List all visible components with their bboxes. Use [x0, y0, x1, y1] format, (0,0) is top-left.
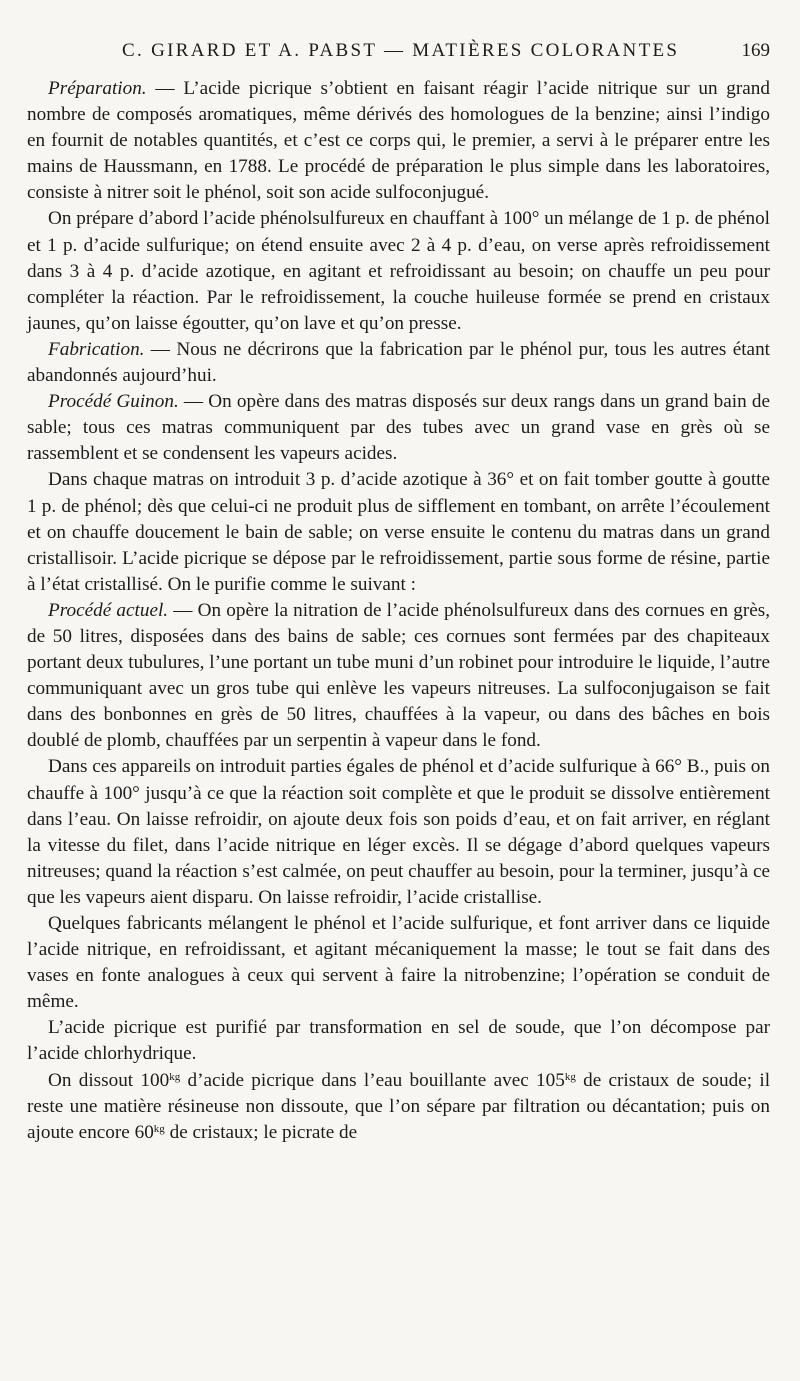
paragraph-last [27, 1068, 770, 1146]
paragraph [27, 467, 770, 597]
header-title: C. GIRARD ET A. PABST — MATIÈRES COLORANTES [122, 40, 680, 61]
paragraph-lead: Procédé actuel. [48, 599, 169, 621]
paragraph-text: Quelques fabricants mélangent le phénol et l’acide sulfurique, et font arriver dans ce liquide l’acide nitrique, en refroidissant, et agitant mécaniquement la masse; le tout se fait dans des vases en fonte analogues à ceux qui servent à faire la nitrobenzine; l’opération se conduit de même. [27, 913, 770, 1013]
paragraph-text: Dans ces appareils on introduit parties égales de phénol et d’acide sulfurique à 66° B., puis on chauffe à 100° jusqu’à ce que la réaction soit complète et que le produit se dissolve entièrement dans l’eau. On laisse refroidir, on ajoute deux fois son poids d’eau, et on fait arriver, en réglant la vitesse du filet, dans l’acide nitrique en léger excès. Il se dégage d’abord quelques vapeurs nitreuses; quand la réaction s’est calmée, on peut chauffer au besoin, pour la terminer, jusqu’à ce que les vapeurs aient disparu. On laisse refroidir, l’acide cristallise. [27, 756, 770, 908]
paragraph [27, 206, 770, 336]
paragraph-text: Dans chaque matras on introduit 3 p. d’acide azotique à 36° et on fait tomber goutte à goutte 1 p. de phénol; dès que celui-ci ne produit plus de sifflement en tombant, on arrête l’écoulement et on chauffe doucement le bain de sable; on verse ensuite le contenu du matras dans un grand cristallisoir. L’acide picrique se dépose par le refroidissement, partie sous forme de résine, partie à l’état cristallisé. On le purifie comme le suivant : [27, 469, 770, 595]
paragraph [27, 389, 770, 467]
running-header [27, 32, 770, 66]
paragraph-text: — On opère dans des matras disposés sur deux rangs dans un grand bain de sable; tous ces matras communiquent par des tubes avec un grand vase en grès où se rassemblent et se condensent les vapeurs acides. [27, 391, 770, 465]
body-text [27, 76, 770, 1146]
paragraph-text: On prépare d’abord l’acide phénolsulfureux en chauffant à 100° un mélange de 1 p. de phénol et 1 p. d’acide sulfurique; on étend ensuite avec 2 à 4 p. d’eau, on verse après refroidissement dans 3 à 4 p. d’acide azotique, en agitant et refroidissant au besoin; on chauffe un peu pour compléter la réaction. Par le refroidissement, la couche huileuse formée se prend en cristaux jaunes, qu’on laisse égoutter, qu’on lave et qu’on presse. [27, 208, 770, 334]
unit-superscript: kg [153, 1122, 165, 1135]
unit-superscript: kg [564, 1070, 576, 1083]
paragraph-text: On dissout 100 [48, 1069, 170, 1091]
paragraph [27, 337, 770, 389]
page-number: 169 [741, 40, 770, 61]
paragraph-text: L’acide picrique est purifié par transformation en sel de soude, que l’on décompose par l’acide chlorhydrique. [27, 1017, 770, 1065]
paragraph [27, 754, 770, 911]
paragraph [27, 911, 770, 1015]
paragraph-lead: Procédé Guinon. [48, 391, 179, 413]
paragraph-text: d’acide picrique dans l’eau bouillante avec 105 [180, 1069, 565, 1091]
paragraph [27, 598, 770, 755]
page [27, 32, 770, 1146]
paragraph-text: — On opère la nitration de l’acide phénolsulfureux dans des cornues en grès, de 50 litres, disposées dans des bains de sable; ces cornues sont fermées par des chapiteaux portant deux tubulures, l’une portant un tube muni d’un robinet pour introduire le liquide, l’autre communiquant avec un gros tube qui enlève les vapeurs nitreuses. La sulfoconjugaison se fait dans des bonbonnes en grès de 50 litres, chauffées à la vapeur, ou dans des bâches en bois doublé de plomb, chauffées par un serpentin à vapeur dans le fond. [27, 599, 770, 752]
paragraph [27, 1015, 770, 1067]
paragraph-text: de cristaux de soude; il reste une matière résineuse non dissoute, que l’on sépare par filtration ou décantation; puis on ajoute encore 60 [27, 1069, 771, 1143]
paragraph-text: de cristaux; le picrate de [164, 1121, 358, 1143]
unit-superscript: kg [169, 1070, 181, 1083]
paragraph-lead: Préparation. [48, 78, 147, 99]
paragraph-lead: Fabrication. [48, 338, 145, 360]
paragraph [27, 76, 770, 206]
paragraph-text: — L’acide picrique s’obtient en faisant réagir l’acide nitrique sur un grand nombre de composés aromatiques, même dérivés des homologues de la benzine; ainsi l’indigo en fournit de notables quantités, et c’est ce corps qui, le premier, a servi à le préparer entre les mains de Haussmann, en 1788. Le procédé de préparation le plus simple dans les laboratoires, consiste à nitrer soit le phénol, soit son acide sulfoconjugué. [27, 78, 770, 204]
paragraph-text: — Nous ne décrirons que la fabrication par le phénol pur, tous les autres étant abandonnés aujourd’hui. [27, 338, 770, 387]
